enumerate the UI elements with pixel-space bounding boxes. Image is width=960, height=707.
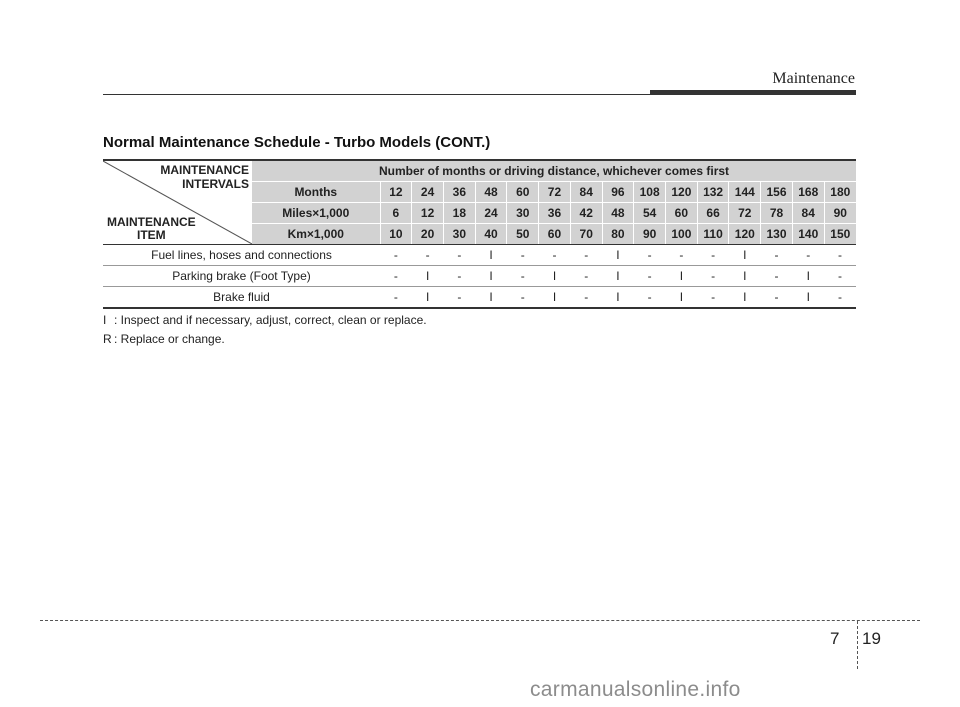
schedule-cell: - (761, 245, 793, 266)
maintenance-item-row (103, 287, 856, 309)
schedule-cell: - (380, 245, 412, 266)
schedule-cell: I (792, 266, 824, 287)
interval-value: 48 (475, 182, 507, 203)
corner-top-line1: MAINTENANCE (160, 163, 250, 177)
schedule-cell: - (697, 266, 729, 287)
interval-value: 12 (380, 182, 412, 203)
interval-value: 70 (570, 224, 602, 245)
interval-value: 48 (602, 203, 634, 224)
interval-value: 36 (539, 203, 571, 224)
interval-value: 90 (824, 203, 856, 224)
schedule-cell: I (602, 245, 634, 266)
interval-value: 60 (666, 203, 698, 224)
interval-value: 72 (539, 182, 571, 203)
interval-value: 84 (792, 203, 824, 224)
schedule-cell: - (761, 266, 793, 287)
legend-code: I (103, 313, 107, 327)
interval-banner: Number of months or driving distance, whichever comes first (252, 160, 856, 182)
corner-item-label (107, 216, 196, 242)
schedule-cell: - (634, 266, 666, 287)
interval-value: 60 (539, 224, 571, 245)
interval-value: 30 (443, 224, 475, 245)
footer-vertical-divider (857, 621, 858, 669)
schedule-cell: - (570, 245, 602, 266)
schedule-cell: I (729, 245, 761, 266)
interval-row-label: Miles×1,000 (252, 203, 380, 224)
maintenance-schedule-table (103, 159, 856, 309)
interval-value: 110 (697, 224, 729, 245)
interval-value: 24 (412, 182, 444, 203)
schedule-cell: - (380, 287, 412, 309)
chapter-number: 7 (830, 629, 840, 648)
schedule-cell: - (380, 266, 412, 287)
watermark: carmanualsonline.info (530, 678, 741, 701)
schedule-cell: I (475, 266, 507, 287)
interval-value: 144 (729, 182, 761, 203)
interval-value: 90 (634, 224, 666, 245)
schedule-cell: - (634, 287, 666, 309)
interval-value: 180 (824, 182, 856, 203)
interval-value: 72 (729, 203, 761, 224)
legend-line (103, 332, 225, 346)
schedule-cell: - (824, 287, 856, 309)
interval-value: 132 (697, 182, 729, 203)
interval-value: 50 (507, 224, 539, 245)
schedule-cell: I (412, 287, 444, 309)
schedule-cell: I (602, 266, 634, 287)
interval-value: 40 (475, 224, 507, 245)
schedule-cell: I (475, 287, 507, 309)
schedule-cell: I (792, 287, 824, 309)
header-rule-accent (650, 90, 856, 95)
interval-value: 100 (666, 224, 698, 245)
legend-text: : Replace or change. (114, 332, 225, 346)
maintenance-item-row (103, 266, 856, 287)
interval-value: 12 (412, 203, 444, 224)
schedule-cell: - (570, 287, 602, 309)
schedule-cell: I (729, 266, 761, 287)
schedule-cell: I (729, 287, 761, 309)
interval-value: 60 (507, 182, 539, 203)
maintenance-item-name: Parking brake (Foot Type) (103, 266, 380, 287)
interval-value: 140 (792, 224, 824, 245)
legend-code: R (103, 332, 112, 346)
maintenance-item-name: Brake fluid (103, 287, 380, 309)
interval-value: 96 (602, 182, 634, 203)
schedule-cell: - (634, 245, 666, 266)
interval-value: 24 (475, 203, 507, 224)
interval-value: 168 (792, 182, 824, 203)
interval-value: 66 (697, 203, 729, 224)
header-banner-row (103, 160, 856, 182)
interval-value: 10 (380, 224, 412, 245)
corner-top-line2: INTERVALS (182, 177, 250, 191)
interval-value: 6 (380, 203, 412, 224)
corner-intervals-label (160, 163, 249, 191)
corner-bottom-line2: ITEM (137, 228, 166, 242)
interval-value: 42 (570, 203, 602, 224)
legend-text: : Inspect and if necessary, adjust, correct, clean or replace. (114, 313, 427, 327)
footer-divider (40, 620, 920, 621)
legend-line (103, 313, 427, 327)
schedule-cell: I (666, 266, 698, 287)
schedule-cell: I (602, 287, 634, 309)
header-corner-cell (103, 160, 252, 245)
schedule-cell: - (507, 245, 539, 266)
maintenance-item-row (103, 245, 856, 266)
interval-value: 36 (443, 182, 475, 203)
schedule-cell: - (697, 287, 729, 309)
schedule-cell: - (824, 245, 856, 266)
interval-value: 18 (443, 203, 475, 224)
schedule-cell: - (792, 245, 824, 266)
interval-value: 78 (761, 203, 793, 224)
header-rule (103, 94, 650, 95)
interval-value: 130 (761, 224, 793, 245)
schedule-cell: I (475, 245, 507, 266)
interval-value: 150 (824, 224, 856, 245)
schedule-cell: - (507, 266, 539, 287)
schedule-cell: - (824, 266, 856, 287)
schedule-cell: I (539, 266, 571, 287)
interval-value: 120 (666, 182, 698, 203)
schedule-cell: I (666, 287, 698, 309)
maintenance-item-name: Fuel lines, hoses and connections (103, 245, 380, 266)
schedule-cell: - (697, 245, 729, 266)
section-title: Maintenance (772, 70, 855, 87)
interval-value: 80 (602, 224, 634, 245)
schedule-cell: I (412, 266, 444, 287)
interval-row-label: Months (252, 182, 380, 203)
page-number: 19 (862, 629, 881, 648)
page-heading: Normal Maintenance Schedule - Turbo Models (CONT.) (103, 134, 491, 151)
interval-value: 84 (570, 182, 602, 203)
schedule-cell: I (539, 287, 571, 309)
schedule-cell: - (507, 287, 539, 309)
interval-value: 108 (634, 182, 666, 203)
interval-value: 156 (761, 182, 793, 203)
schedule-cell: - (412, 245, 444, 266)
interval-row-label: Km×1,000 (252, 224, 380, 245)
interval-value: 30 (507, 203, 539, 224)
schedule-cell: - (761, 287, 793, 309)
interval-value: 54 (634, 203, 666, 224)
schedule-cell: - (570, 266, 602, 287)
schedule-cell: - (443, 266, 475, 287)
corner-bottom-line1: MAINTENANCE (107, 215, 196, 229)
schedule-cell: - (443, 245, 475, 266)
interval-value: 120 (729, 224, 761, 245)
schedule-cell: - (443, 287, 475, 309)
interval-value: 20 (412, 224, 444, 245)
schedule-cell: - (539, 245, 571, 266)
schedule-cell: - (666, 245, 698, 266)
